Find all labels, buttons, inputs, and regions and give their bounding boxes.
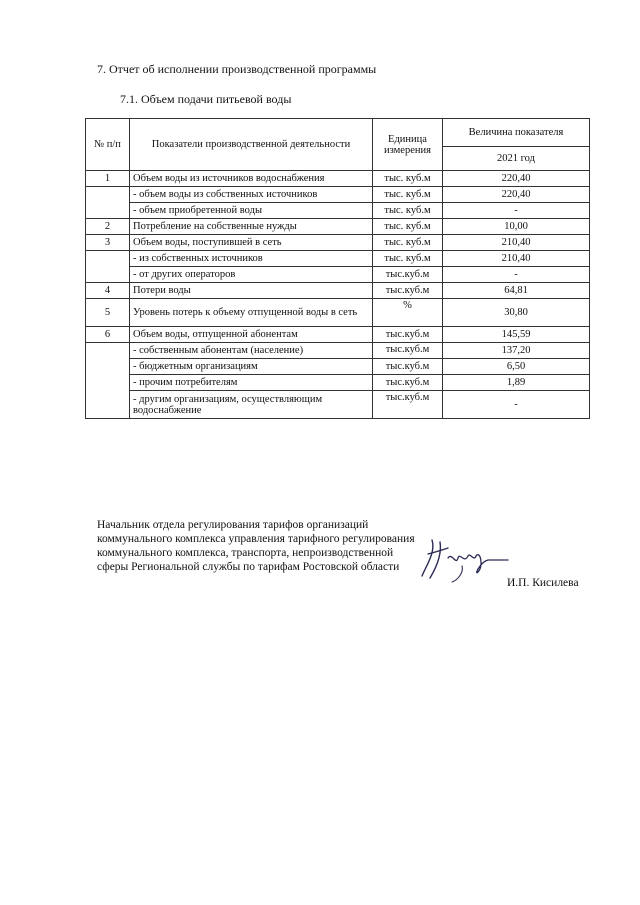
row-value: 220,40 (443, 187, 590, 203)
row-value: 210,40 (443, 235, 590, 251)
row-value: - (443, 267, 590, 283)
row-indicator: Объем воды, поступившей в сеть (130, 235, 373, 251)
row-unit: тыс.куб.м (373, 375, 443, 391)
row-value: - (443, 203, 590, 219)
row-number: 2 (86, 219, 130, 235)
row-unit: тыс.куб.м (373, 391, 443, 419)
header-year: 2021 год (443, 147, 590, 171)
row-number: 1 (86, 171, 130, 187)
row-value: 10,00 (443, 219, 590, 235)
subsection-title: 7.1. Объем подачи питьевой воды (120, 92, 292, 106)
table-row (86, 391, 590, 419)
row-number (86, 251, 130, 283)
row-indicator: - объем приобретенной воды (130, 203, 373, 219)
row-indicator: Объем воды из источников водоснабжения (130, 171, 373, 187)
row-unit: тыс. куб.м (373, 171, 443, 187)
row-number: 5 (86, 299, 130, 327)
row-unit: тыс. куб.м (373, 251, 443, 267)
row-indicator: - другим организациям, осуществляющим водоснабжение (130, 391, 373, 419)
row-indicator: - бюджетным организациям (130, 359, 373, 375)
row-value: 30,80 (443, 299, 590, 327)
table-row (86, 343, 590, 359)
table-row (86, 171, 590, 187)
row-unit: тыс.куб.м (373, 343, 443, 359)
row-unit: тыс. куб.м (373, 203, 443, 219)
row-value: 137,20 (443, 343, 590, 359)
row-indicator: - собственным абонентам (население) (130, 343, 373, 359)
table-row (86, 359, 590, 375)
table-row (86, 267, 590, 283)
handwritten-signature (418, 532, 510, 584)
water-supply-table (85, 118, 590, 419)
table-row (86, 299, 590, 327)
table-row (86, 187, 590, 203)
row-number: 6 (86, 327, 130, 343)
row-value: 64,81 (443, 283, 590, 299)
table-row (86, 203, 590, 219)
row-indicator: - из собственных источников (130, 251, 373, 267)
table-row (86, 235, 590, 251)
header-number: № п/п (86, 119, 130, 171)
row-value: 220,40 (443, 171, 590, 187)
table-row (86, 375, 590, 391)
row-value: 1,89 (443, 375, 590, 391)
table-row (86, 219, 590, 235)
header-value-group: Величина показателя (443, 119, 590, 147)
row-unit: тыс.куб.м (373, 359, 443, 375)
row-value: 145,59 (443, 327, 590, 343)
row-unit: тыс. куб.м (373, 235, 443, 251)
table-row (86, 327, 590, 343)
row-unit: тыс.куб.м (373, 267, 443, 283)
section-title: 7. Отчет об исполнении производственной программы (97, 62, 377, 76)
row-number: 3 (86, 235, 130, 251)
row-indicator: - объем воды из собственных источников (130, 187, 373, 203)
row-indicator: Уровень потерь к объему отпущенной воды в сеть (130, 299, 373, 327)
row-indicator: Объем воды, отпущенной абонентам (130, 327, 373, 343)
row-value: 6,50 (443, 359, 590, 375)
table-row (86, 283, 590, 299)
header-unit: Единица измерения (373, 119, 443, 171)
row-number (86, 343, 130, 419)
signer-name: И.П. Кисилева (507, 577, 579, 589)
row-unit: тыс.куб.м (373, 283, 443, 299)
row-value: 210,40 (443, 251, 590, 267)
row-indicator: - прочим потребителям (130, 375, 373, 391)
row-unit: тыс. куб.м (373, 219, 443, 235)
table-row (86, 251, 590, 267)
row-indicator: Потребление на собственные нужды (130, 219, 373, 235)
header-indicator: Показатели производственной деятельности (130, 119, 373, 171)
row-indicator: - от других операторов (130, 267, 373, 283)
row-number: 4 (86, 283, 130, 299)
signer-position: Начальник отдела регулирования тарифов организаций коммунального комплекса управления тарифного регулирования коммунального комплекса, транспорта, непроизводственной сферы Региональной службы по тарифам Ростовской области (97, 519, 415, 573)
row-unit: тыс.куб.м (373, 327, 443, 343)
row-unit: % (373, 299, 443, 327)
row-value: - (443, 391, 590, 419)
row-unit: тыс. куб.м (373, 187, 443, 203)
row-number (86, 187, 130, 219)
row-indicator: Потери воды (130, 283, 373, 299)
